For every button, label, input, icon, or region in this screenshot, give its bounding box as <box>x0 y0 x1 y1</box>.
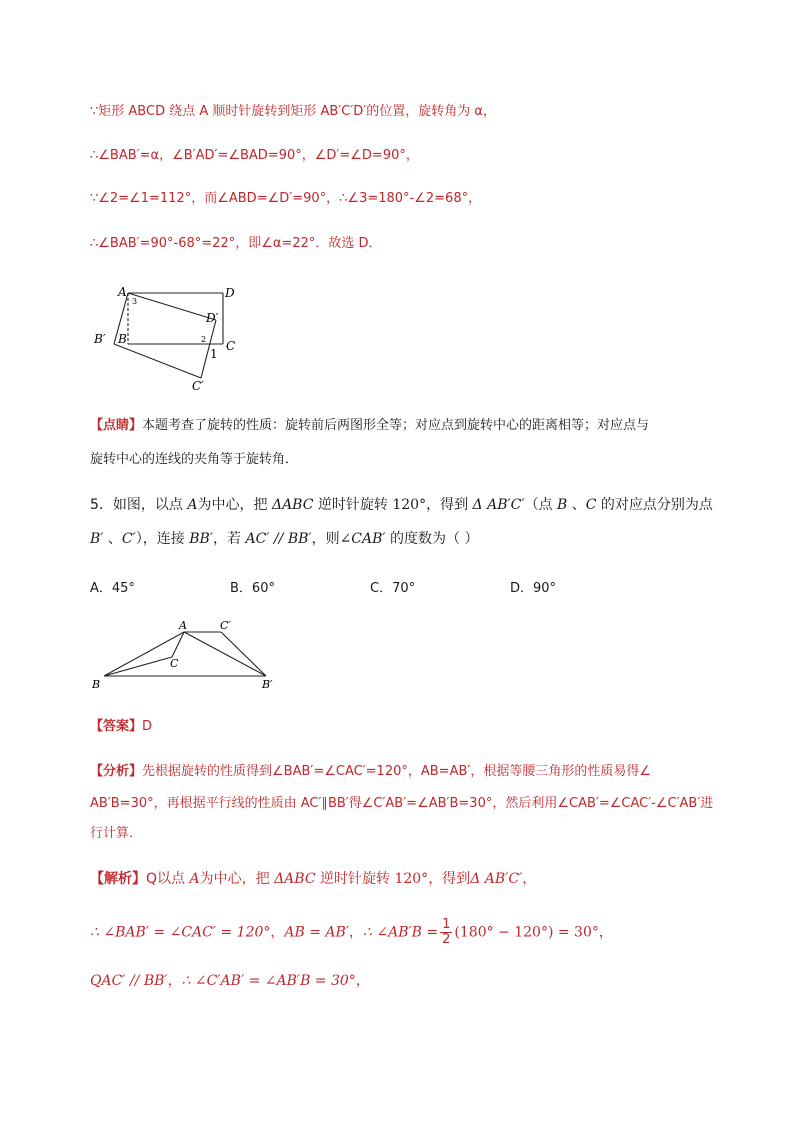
solution-5-line-1: 【解析】Q以点 A为中心，把 ΔABC 逆时针旋转 120°，得到Δ AB′C′， <box>90 871 537 887</box>
answer-tag: 【答案】 <box>90 719 143 734</box>
analysis-line-2: AB′B=30°，再根据平行线的性质由 AC′∥BB′得∠C′AB′=∠AB′B=30°，然后利用∠CAB′=∠CAC′-∠C′AB′进 <box>90 796 714 811</box>
dianjing-text-1: 本题考查了旋转的性质：旋转前后两图形全等；对应点到旋转中心的距离相等；对应点与 <box>142 418 650 433</box>
solution-line-2: ∴∠BAB′=α，∠B′AD′=∠BAD=90°，∠D′=∠D=90°， <box>90 148 419 163</box>
label-b-prime: B′ <box>262 678 273 691</box>
label-b: B <box>118 332 127 346</box>
solution-5-line-2: ∴ ∠BAB′ = ∠CAC′ = 120°，AB = AB′，∴ ∠AB′B = $\frac{1}{2}$ (180° − 120°) = 30°， <box>90 917 613 947</box>
label-angle-2: 2 <box>201 335 207 344</box>
solution-line-1: ∵矩形 ABCD 绕点 A 顺时针旋转到矩形 AB′C′D′的位置，旋转角为 α， <box>90 104 496 119</box>
option-b: B．60° <box>230 581 275 596</box>
dianjing-line-2: 旋转中心的连线的夹角等于旋转角． <box>90 452 299 467</box>
analysis-tag: 【分析】 <box>90 764 143 779</box>
answer-value: D <box>142 719 153 734</box>
triangle-rotation-figure <box>88 612 288 692</box>
label-a: A <box>118 285 127 299</box>
label-angle-1: 1 <box>210 347 218 361</box>
question-5-line-2: B′ 、C′），连接 BB′，若 AC′ // BB′，则∠CAB′ 的度数为（ ） <box>90 531 479 547</box>
fraction-one-half: $\frac{1}{2}$ <box>442 917 451 947</box>
analysis-line-3: 行计算． <box>90 826 143 841</box>
solution-5-line-3: QAC′ // BB′，∴ ∠C′AB′ = ∠AB′B = 30°， <box>90 973 370 989</box>
solution-tag: 【解析】 <box>90 871 146 887</box>
label-d: D <box>225 286 235 300</box>
label-b: B <box>92 678 101 691</box>
answer-line <box>90 718 152 736</box>
question-number: 5． <box>90 497 113 513</box>
rectangle-rotation-figure <box>88 280 248 395</box>
dianjing-tag: 【点睛】 <box>90 418 143 433</box>
label-angle-3: 3 <box>132 297 138 306</box>
label-d-prime: D′ <box>206 311 219 325</box>
label-c: C <box>170 657 179 670</box>
option-c: C．70° <box>370 581 416 596</box>
label-a: A <box>179 619 187 632</box>
label-c-prime: C′ <box>220 619 231 632</box>
solution-line-3: ∵∠2=∠1=112°，而∠ABD=∠D′=90°，∴∠3=180°-∠2=68°， <box>90 191 482 206</box>
dianjing-line-1 <box>90 417 649 435</box>
option-a: A．45° <box>90 581 135 596</box>
label-c-prime: C′ <box>192 379 204 393</box>
solution-line-4: ∴∠BAB′=90°-68°=22°，即∠α=22°．故选 D． <box>90 236 382 251</box>
label-c: C <box>226 339 236 353</box>
option-d: D．90° <box>510 581 557 596</box>
label-b-prime: B′ <box>94 332 106 346</box>
analysis-line-1: 【分析】先根据旋转的性质得到∠BAB′=∠CAC′=120°，AB=AB′，根据等腰三角形的性质易得∠ <box>90 764 651 779</box>
question-5-line-1: 5．如图，以点 A为中心，把 ΔABC 逆时针旋转 120°，得到 Δ AB′C′（点 B 、C 的对应点分别为点 <box>90 497 713 513</box>
